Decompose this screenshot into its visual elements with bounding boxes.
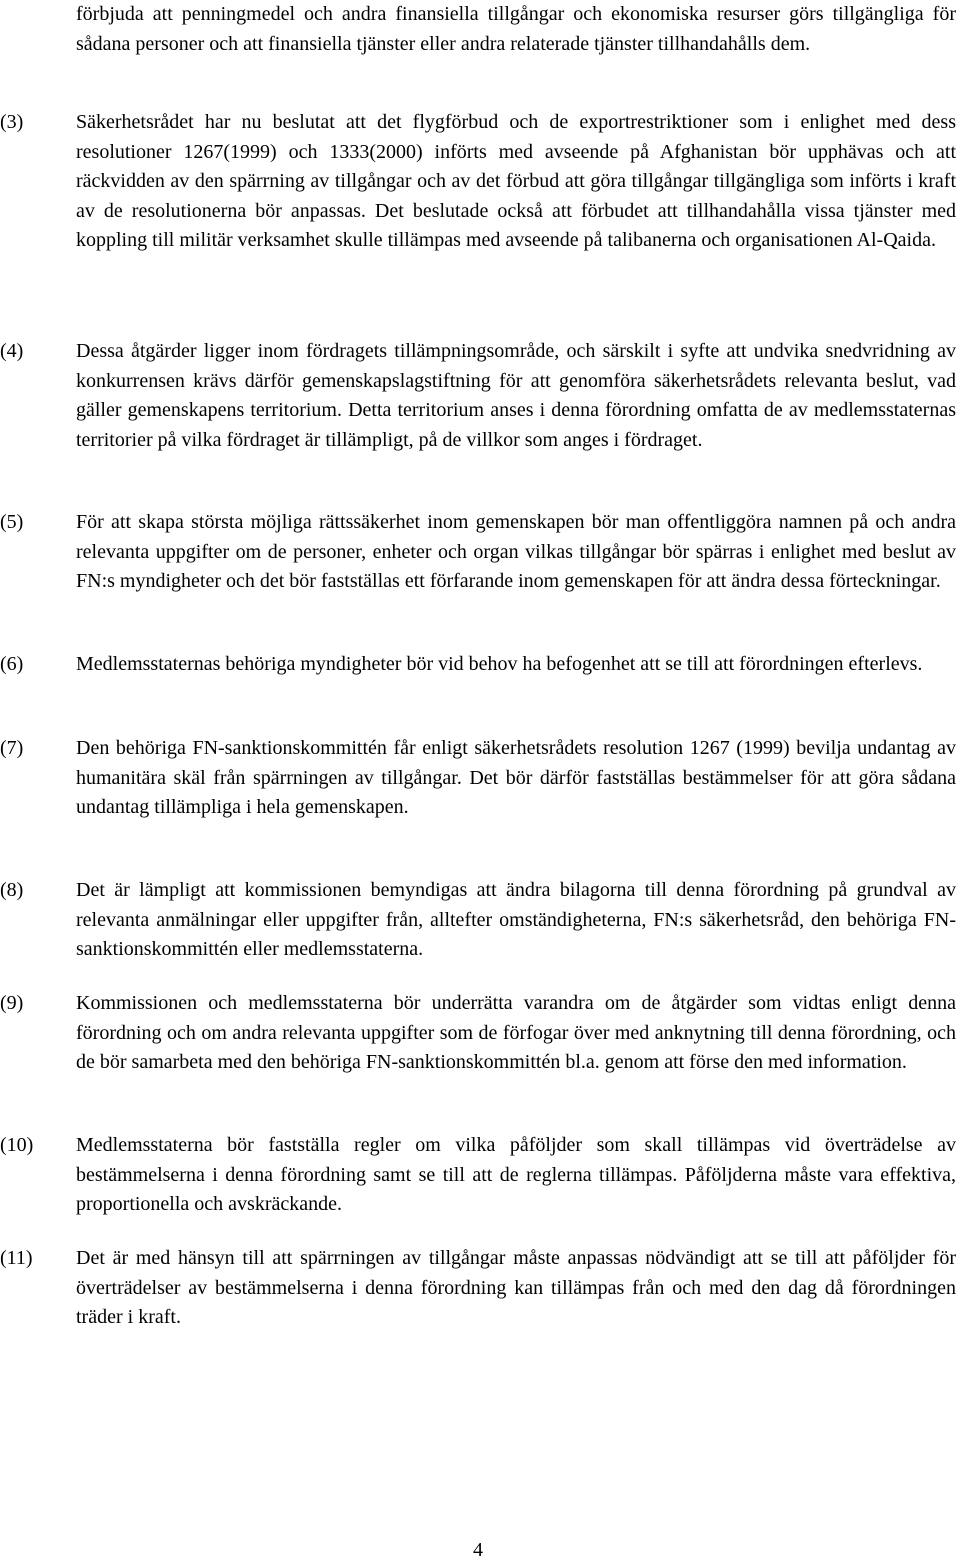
recital-number: (11) xyxy=(0,1247,33,1269)
recital-number: (7) xyxy=(0,737,24,759)
recital-text: Medlemsstaterna bör fastställa regler om vilka påföljder som skall tillämpas vid överträdelse av bestämmelserna i denna förordning samt se till att de reglerna tillämpas. Påföljderna måste vara effektiva, proportionella och avskräckande. xyxy=(76,1134,956,1215)
page-number: 4 xyxy=(473,1539,483,1561)
recital-number: (5) xyxy=(0,511,24,533)
recital-text: Medlemsstaternas behöriga myndigheter bör vid behov ha befogenhet att se till att förordningen efterlevs. xyxy=(76,653,923,675)
recital-text: Det är lämpligt att kommissionen bemyndigas att ändra bilagorna till denna förordning på grundval av relevanta anmälningar eller uppgifter från, alltefter omständigheterna, FN:s säkerhetsråd, den behöriga FN-sanktionskommittén eller medlemsstaterna. xyxy=(76,879,956,960)
intro-paragraph: förbjuda att penningmedel och andra finansiella tillgångar och ekonomiska resurser görs tillgängliga för sådana personer och att finansiella tjänster eller andra relaterade tjänster tillhandahålls dem. xyxy=(76,3,956,55)
recital-text: Dessa åtgärder ligger inom fördragets tillämpningsområde, och särskilt i syfte att undvika snedvridning av konkurrensen krävs därför gemenskapslagstiftning för att genomföra säkerhetsrådets relevanta beslut, vad gäller gemenskapens territorium. Detta territorium anses i denna förordning omfatta de av medlemsstaternas territorier på vilka fördraget är tillämpligt, på de villkor som anges i fördraget. xyxy=(76,340,956,451)
recital-number: (8) xyxy=(0,879,24,901)
recital-number: (6) xyxy=(0,653,24,675)
recital-text: För att skapa största möjliga rättssäkerhet inom gemenskapen bör man offentliggöra namnen på och andra relevanta uppgifter om de personer, enheter och organ vilkas tillgångar bör spärras i enlighet med beslut av FN:s myndigheter och det bör fastställas ett förfarande inom gemenskapen för att ändra dessa förteckningar. xyxy=(76,511,956,592)
recital-number: (3) xyxy=(0,111,24,133)
recital-number: (9) xyxy=(0,992,24,1014)
recital-text: Det är med hänsyn till att spärrningen av tillgångar måste anpassas nödvändigt att se till att påföljder för överträdelser av bestämmelserna i denna förordning kan tillämpas från och med den dag då förordningen träder i kraft. xyxy=(76,1247,956,1328)
recital-text: Kommissionen och medlemsstaterna bör underrätta varandra om de åtgärder som vidtas enligt denna förordning och om andra relevanta uppgifter som de förfogar över med anknytning till denna förordning, och de bör samarbeta med den behöriga FN-sanktionskommittén bl.a. genom att förse den med information. xyxy=(76,992,956,1073)
recital-number: (10) xyxy=(0,1134,34,1156)
recital-text: Säkerhetsrådet har nu beslutat att det flygförbud och de exportrestriktioner som i enlighet med dess resolutioner 1267(1999) och 1333(2000) införts med avseende på Afghanistan bör upphävas och att räckvidden av den spärrning av tillgångar och av det förbud att göra tillgångar tillgängliga som införts i kraft av de resolutionerna bör anpassas. Det beslutade också att förbudet att tillhandahålla vissa tjänster med koppling till militär verksamhet skulle tillämpas med avseende på talibanerna och organisationen Al-Qaida. xyxy=(76,111,956,251)
recital-number: (4) xyxy=(0,340,24,362)
recital-text: Den behöriga FN-sanktionskommittén får enligt säkerhetsrådets resolution 1267 (1999) bevilja undantag av humanitära skäl från spärrningen av tillgångar. Det bör därför fastställas bestämmelser för att göra sådana undantag tillämpliga i hela gemenskapen. xyxy=(76,737,956,818)
